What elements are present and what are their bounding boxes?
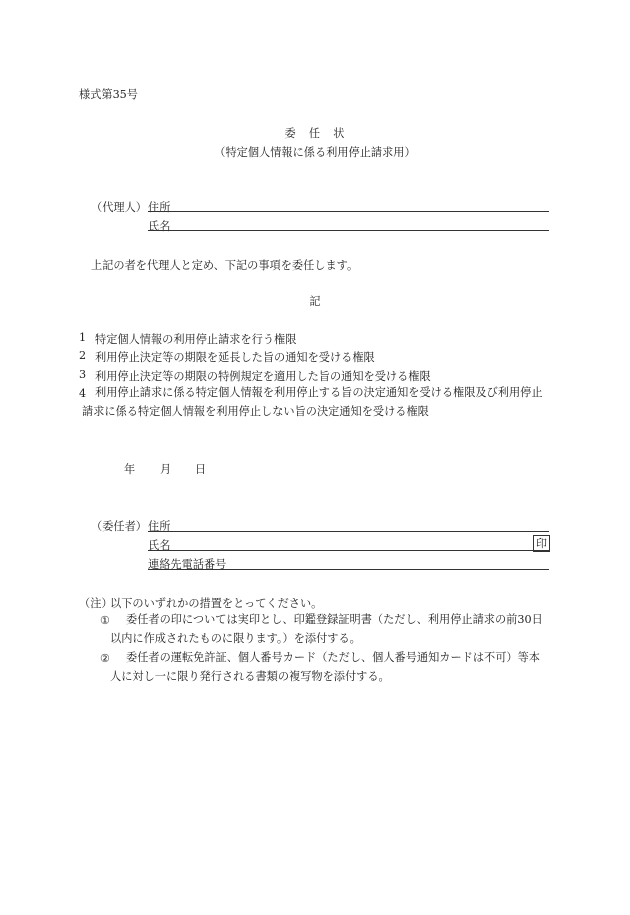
- agent-heading: （代理人）: [91, 201, 147, 214]
- item-number: 2: [79, 349, 87, 362]
- form-number: 様式第35号: [79, 88, 138, 101]
- agent-name-label: 氏名: [148, 220, 171, 233]
- ki-heading: 記: [309, 295, 321, 308]
- note-text: 委任者の運転免許証、個人番号カード（ただし、個人番号通知カードは不可）等本人に対し一に限り発行される書類の複写物を添付する。: [110, 651, 540, 683]
- item-text: 利用停止決定等の期限の特例規定を適用した旨の通知を受ける権限: [95, 370, 431, 383]
- item-text: 利用停止請求に係る特定個人情報を利用停止する旨の決定通知を受ける権限及び利用停止請求に係る特定個人情報を利用停止しない旨の決定通知を受ける権限: [82, 386, 543, 418]
- delegation-statement: 上記の者を代理人と定め、下記の事項を委任します。: [91, 259, 359, 272]
- principal-address-label: 住所: [148, 520, 171, 533]
- page-title: 委 任 状: [284, 127, 346, 140]
- page-subtitle: （特定個人情報に係る利用停止請求用）: [214, 146, 416, 159]
- item-number: 3: [79, 368, 87, 381]
- item-number: 1: [79, 331, 87, 344]
- item-text: 利用停止決定等の期限を延長した旨の通知を受ける権限: [95, 351, 375, 364]
- principal-phone-label: 連絡先電話番号: [148, 558, 227, 571]
- date-month: 月: [160, 463, 172, 476]
- principal-name-field[interactable]: [148, 550, 549, 551]
- principal-heading: （委任者）: [91, 520, 147, 533]
- agent-name-field[interactable]: [148, 230, 549, 231]
- principal-name-label: 氏名: [148, 539, 171, 552]
- date-year: 年: [124, 463, 136, 476]
- agent-address-field[interactable]: [148, 211, 549, 212]
- seal-box: 印: [533, 535, 550, 552]
- principal-phone-field[interactable]: [148, 569, 549, 570]
- date-day: 日: [195, 463, 207, 476]
- principal-address-field[interactable]: [148, 531, 549, 532]
- item-number: 4: [79, 387, 87, 400]
- note-mark: ②: [100, 652, 111, 665]
- notes-heading: （注）: [79, 597, 113, 610]
- note-mark: ①: [100, 614, 111, 627]
- item-text: 特定個人情報の利用停止請求を行う権限: [95, 333, 297, 346]
- agent-address-label: 住所: [148, 201, 171, 214]
- note-text: 委任者の印については実印とし、印鑑登録証明書（ただし、利用停止請求の前30日以内に作成されたものに限ります。）を添付する。: [110, 613, 543, 645]
- notes-intro: 以下のいずれかの措置をとってください。: [110, 597, 323, 610]
